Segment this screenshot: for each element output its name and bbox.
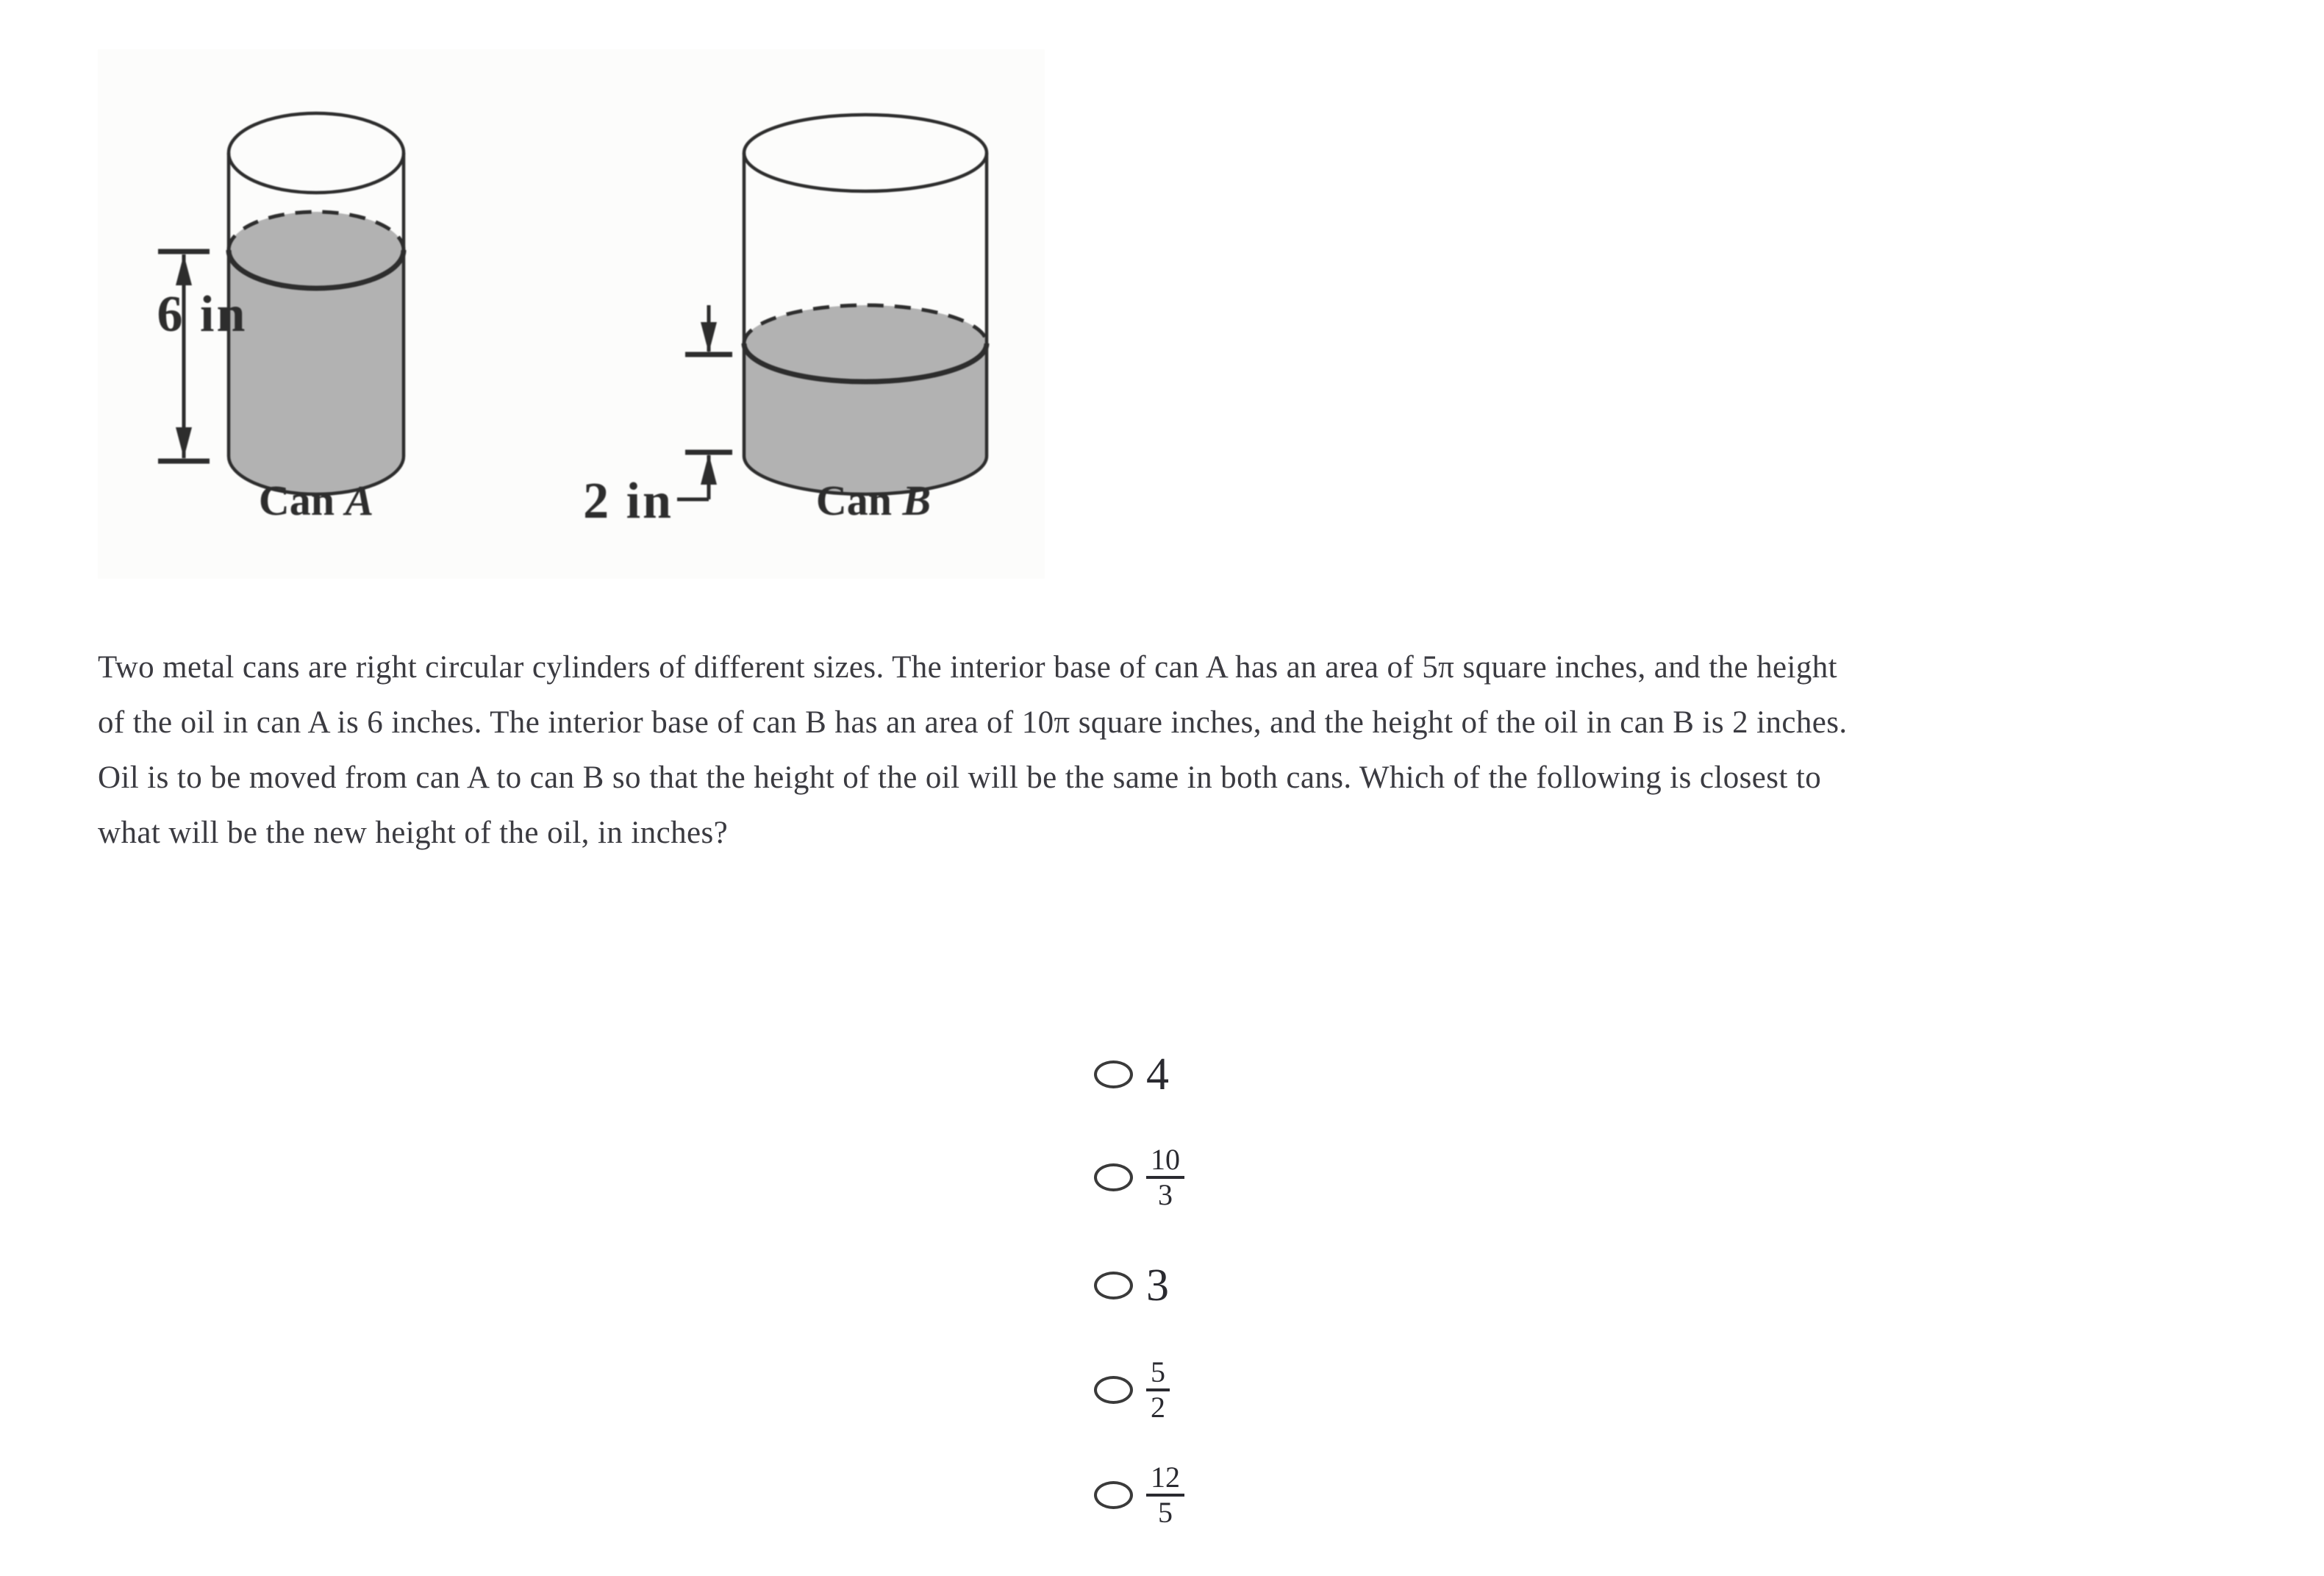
can-a-arrowhead-up bbox=[176, 254, 192, 285]
radio-button[interactable] bbox=[1094, 1060, 1133, 1088]
option-label-fraction bbox=[1146, 1355, 1170, 1424]
radio-button[interactable] bbox=[1094, 1376, 1133, 1404]
option-label: 3 bbox=[1146, 1261, 1169, 1311]
option-row-1[interactable] bbox=[1094, 1049, 1169, 1099]
fraction-numerator: 5 bbox=[1146, 1358, 1170, 1391]
can-a-drawing bbox=[157, 113, 404, 524]
question-text bbox=[98, 640, 1848, 860]
question-line: Oil is to be moved from can A to can B so that the height of the oil will be the same in both cans. Which of the following is closest to bbox=[98, 760, 1822, 795]
question-line: Two metal cans are right circular cylinders of different sizes. The interior base of can A has an area of 5π square inches, and the height bbox=[98, 650, 1837, 685]
question-line: what will be the new height of the oil, in inches? bbox=[98, 816, 729, 850]
fraction-denominator: 5 bbox=[1158, 1496, 1173, 1529]
can-a-arrowhead-down bbox=[176, 427, 192, 458]
option-row-2[interactable] bbox=[1094, 1143, 1184, 1211]
fraction-numerator: 10 bbox=[1146, 1146, 1184, 1179]
can-a-top-opening bbox=[229, 113, 404, 193]
radio-button[interactable] bbox=[1094, 1481, 1133, 1509]
option-label-fraction bbox=[1146, 1143, 1184, 1211]
can-a-label: Can A bbox=[258, 477, 374, 524]
option-label-fraction bbox=[1146, 1463, 1184, 1527]
can-b-drawing bbox=[583, 115, 987, 530]
can-b-arrowhead-up bbox=[701, 454, 717, 485]
fraction-numerator: 12 bbox=[1146, 1463, 1184, 1497]
fraction-denominator: 2 bbox=[1151, 1391, 1165, 1424]
radio-button[interactable] bbox=[1094, 1272, 1133, 1299]
cans-figure bbox=[98, 49, 1045, 579]
radio-button[interactable] bbox=[1094, 1163, 1133, 1191]
can-b-oil-height-label: 2 in bbox=[583, 473, 673, 530]
option-row-4[interactable] bbox=[1094, 1355, 1170, 1424]
option-label: 4 bbox=[1146, 1049, 1169, 1099]
can-b-top-opening bbox=[744, 115, 987, 191]
option-row-5[interactable] bbox=[1094, 1463, 1184, 1527]
fraction-denominator: 3 bbox=[1158, 1178, 1173, 1211]
question-line: of the oil in can A is 6 inches. The interior base of can B has an area of 10π square inches, and the height of the oil in can B is 2 inches. bbox=[98, 705, 1848, 740]
can-b-arrowhead-down bbox=[701, 322, 717, 353]
option-row-3[interactable] bbox=[1094, 1261, 1169, 1311]
can-a-oil-height-label: 6 in bbox=[157, 286, 248, 343]
can-b-label: Can B bbox=[815, 477, 932, 524]
